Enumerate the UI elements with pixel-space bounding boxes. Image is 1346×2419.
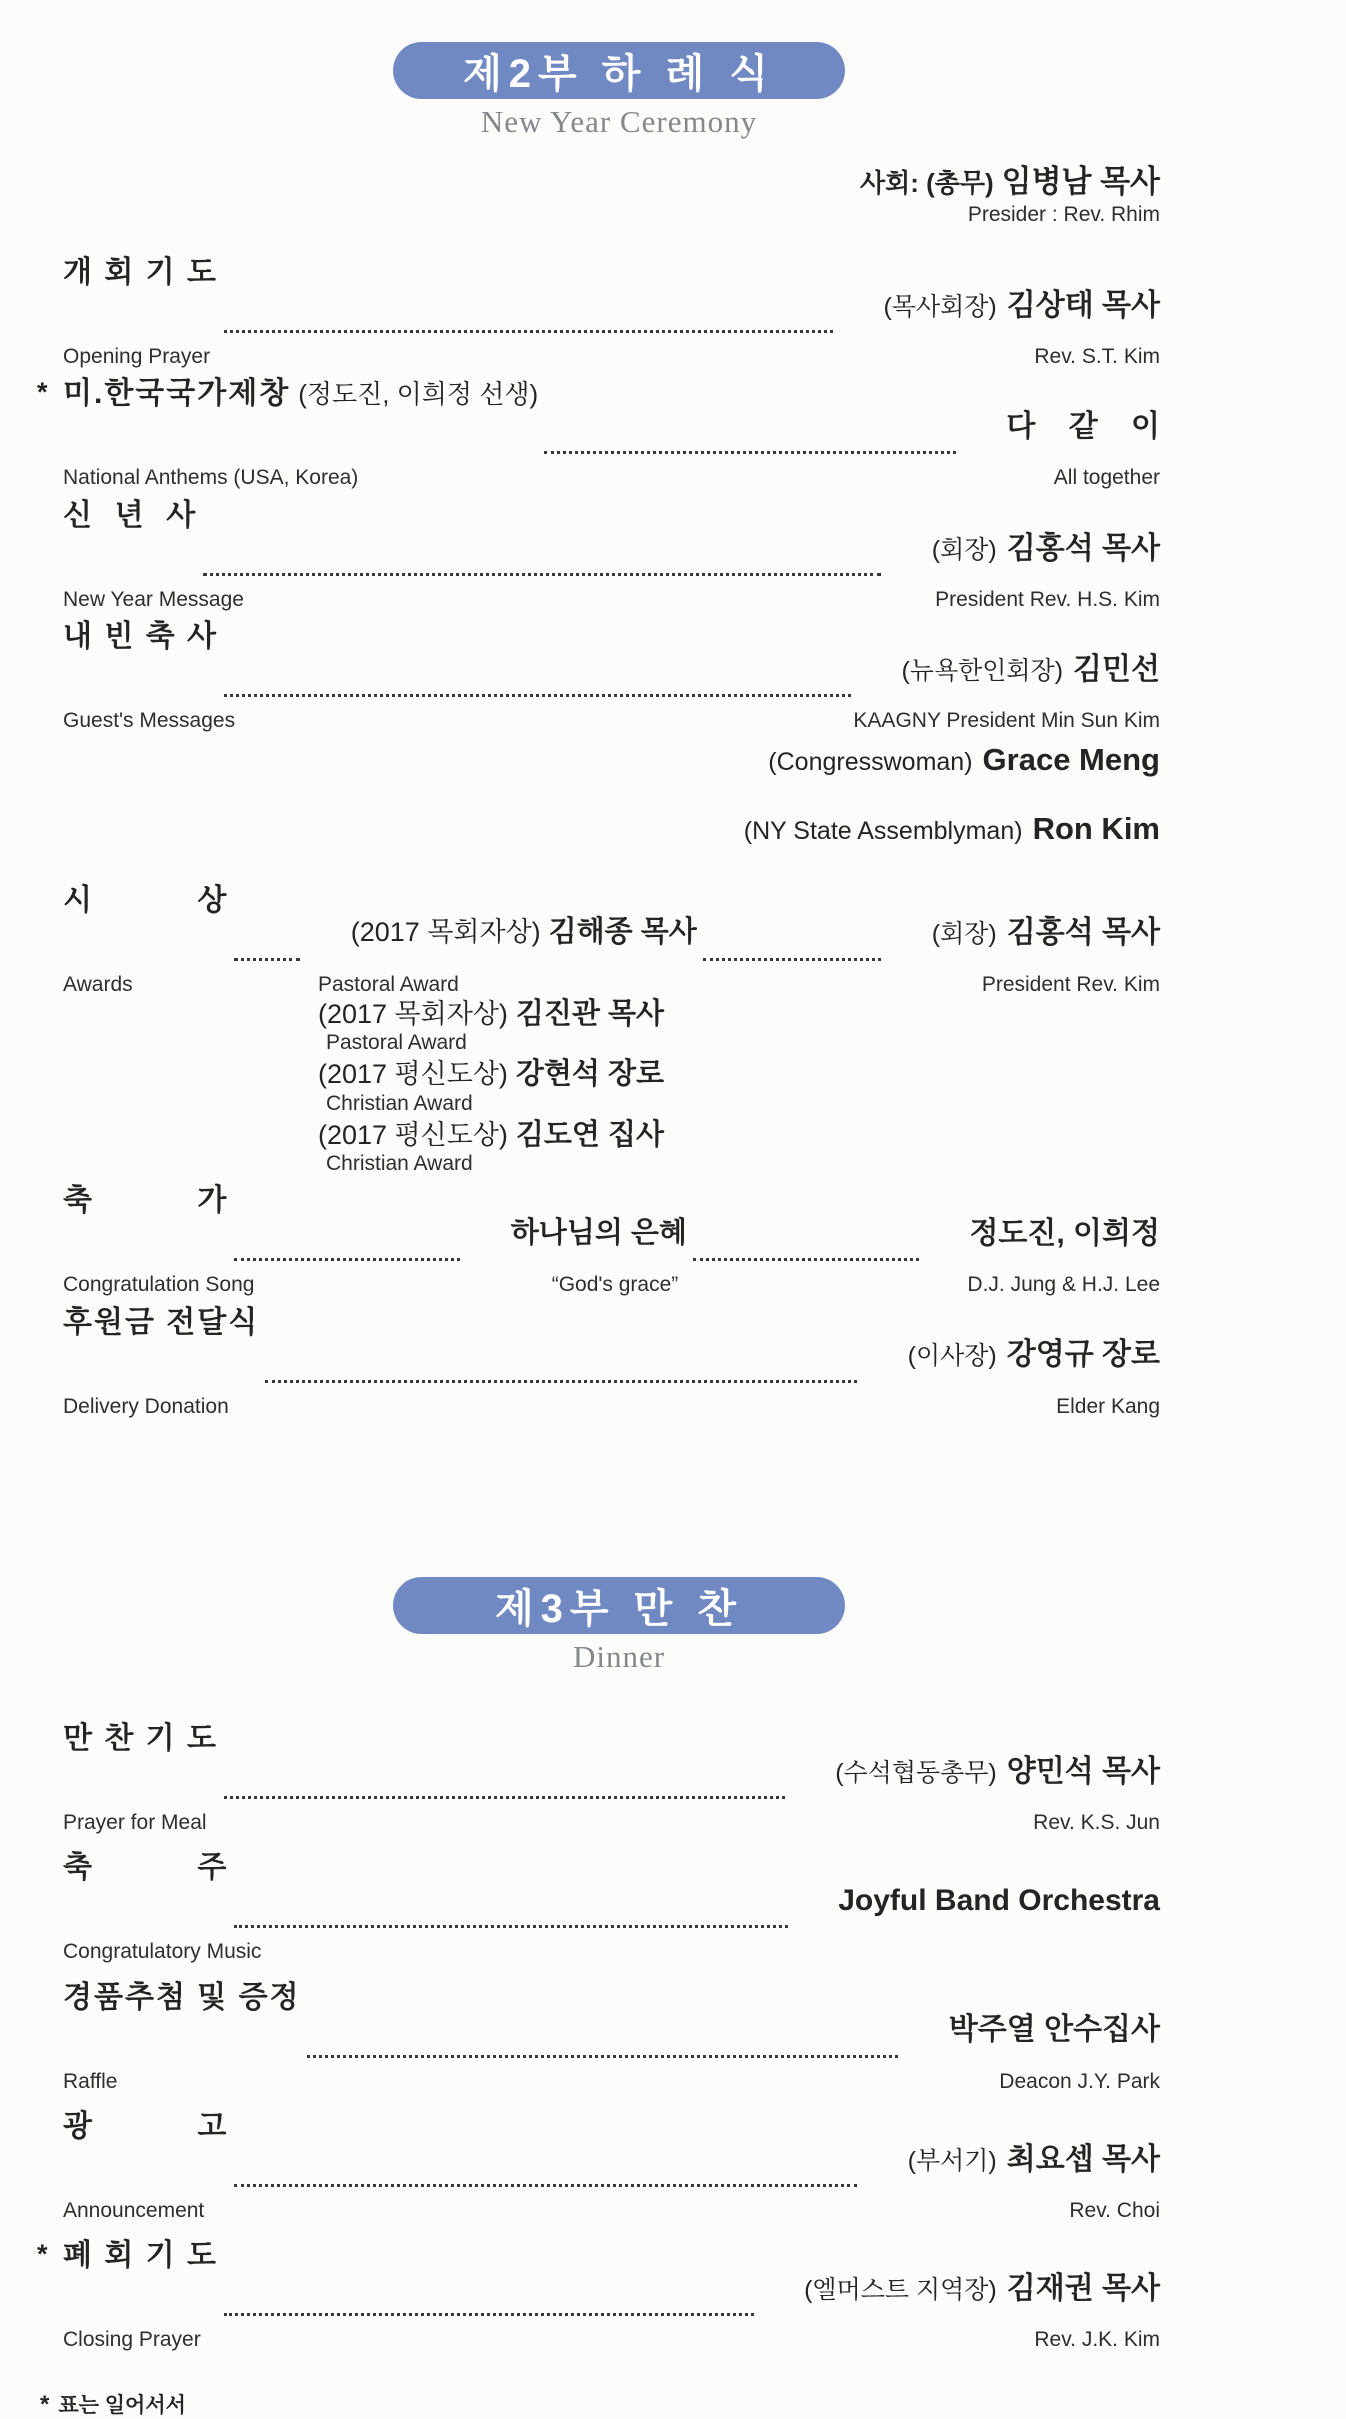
right-name: 박주열 안수집사 [948,2013,1160,2047]
standing-asterisk: * [37,377,48,408]
presider-line-ko [63,156,1160,201]
award-recipient-name: 김해종 목사 [548,916,697,949]
award-title-ko: (2017 목회자상) [318,998,508,1029]
standing-asterisk: * [37,2239,48,2270]
program-row-announcement [63,2109,1160,2223]
song-title-en: “God's grace” [551,1273,679,1297]
item-right [863,2123,1160,2196]
item-title-en: Congratulatory Music [63,1940,262,1964]
program-row-closing-prayer [37,2238,1160,2352]
dotted-leader [307,2055,899,2058]
dotted-leader [703,958,882,961]
award-recipient-1 [306,897,696,969]
item-title-ko-suffix: (정도진, 이희정 선생) [298,379,539,410]
item-title-ko: 경품추첨 및 증정 [63,1980,301,2014]
item-title-en: Congratulation Song [63,1273,255,1297]
item-right [887,512,1160,585]
right-role-prefix: (이사장) [907,1342,997,1371]
part2-program-list [37,255,1160,1419]
right-name-en: President Rev. Kim [981,972,1160,996]
part3-title-pill [393,1577,845,1634]
item-right [794,1864,1160,1937]
right-role-prefix: (회장) [931,920,997,949]
item-title-ko: 시 상 [63,883,229,917]
dotted-leader [544,451,956,454]
right-name-en: Elder Kang [1056,1394,1160,1418]
part3-header [393,1577,845,1675]
item-title-ko: 신 년 사 [63,498,198,532]
right-name: 강영규 장로 [1006,1338,1160,1372]
right-name-en: D.J. Jung & H.J. Lee [967,1273,1160,1297]
guest-role-prefix: (NY State Assemblyman) [743,817,1023,846]
right-role-prefix: (부서기) [907,2146,997,2175]
right-name: 정도진, 이희정 [969,1217,1160,1251]
program-row-awards [63,883,1160,1177]
program-row-congratulation-song [63,1183,1160,1297]
item-right [887,897,1160,970]
song-title-ko: 하나님의 은혜 [510,1217,687,1250]
guest-line-assemblyman [63,812,1160,846]
part2-subtitle-en: New Year Ceremony [480,104,758,139]
program-row-congratulatory-music [63,1850,1160,1964]
award-title-en: Pastoral Award [326,1031,467,1055]
right-name: 김상태 목사 [1006,288,1160,322]
program-row-opening-prayer [63,255,1160,369]
part2-header [393,0,845,140]
right-name: 김홍석 목사 [1006,531,1160,565]
program-row-prayer-for-meal [63,1721,1160,1835]
award-title-ko: (2017 평신도상) [318,1059,508,1090]
item-title-en: Awards [63,972,133,996]
right-name-en: Rev. K.S. Jun [1033,1811,1160,1835]
standing-footnote [40,2389,1160,2419]
item-title-en: New Year Message [63,587,244,611]
item-right [904,1994,1160,2067]
right-name-en: Rev. J.K. Kim [1034,2328,1160,2352]
dotted-leader [265,1380,857,1383]
item-title-ko: 개 회 기 도 [63,256,218,289]
award-recipient-2 [318,998,1160,1031]
guest-name: Ron Kim [1032,811,1160,847]
presider-name: 임병남 목사 [1001,164,1160,199]
item-right [962,390,1160,463]
part2-title-pill [393,42,845,99]
award-recipient-name: 강현석 장로 [515,1058,665,1091]
award-title-en: Pastoral Award [318,972,459,996]
dotted-leader [203,573,881,576]
item-title-ko: 광 고 [63,2109,229,2143]
item-title-ko: 미.한국국가제창 [63,377,291,411]
presider-label: 사회: (총무) [859,168,994,198]
program-row-new-year-message [63,498,1160,612]
item-title-ko: 만 찬 기 도 [63,1721,218,1755]
dotted-leader [224,330,833,333]
right-name: 김민선 [1073,652,1160,686]
item-title-ko: 축 가 [63,1184,229,1218]
program-row-delivery-donation [63,1305,1160,1419]
item-right [791,1735,1160,1808]
right-name-en: Deacon J.Y. Park [999,2069,1160,2093]
award-title-en: Christian Award [326,1091,473,1115]
presider-block [63,156,1160,227]
footnote-text: 표는 일어서서 [58,2393,186,2417]
right-name-en: Rev. S.T. Kim [1034,345,1160,369]
dotted-leader [693,1258,919,1261]
item-title-en: Delivery Donation [63,1394,229,1418]
item-right [857,633,1160,706]
right-name: 양민석 목사 [1006,1754,1160,1788]
right-role-prefix: (회장) [931,535,997,564]
right-name-en: President Rev. H.S. Kim [935,587,1160,611]
item-right [839,269,1160,342]
footnote-asterisk: * [40,2390,50,2418]
award-recipient-name: 김진관 목사 [515,997,665,1030]
right-name-en: KAAGNY President Min Sun Kim [853,709,1160,733]
item-title-en: Closing Prayer [63,2328,201,2352]
item-title-ko: 폐 회 기 도 [63,2239,218,2273]
part3-title-ko: 제3부 만 찬 [494,1586,744,1631]
award-recipient-name: 김도연 집사 [515,1118,665,1151]
award-title-ko: (2017 목회자상) [350,917,541,948]
right-name: 김홍석 목사 [1006,916,1160,950]
item-title-en: Opening Prayer [63,345,211,369]
dotted-leader [224,1796,785,1799]
program-row-raffle [63,1980,1160,2094]
item-title-en: Raffle [63,2069,118,2093]
item-title-en: Guest's Messages [63,709,236,733]
right-name: 김재권 목사 [1006,2272,1160,2306]
award-title-ko: (2017 평신도상) [318,1119,508,1150]
right-name-en: All together [1053,466,1160,490]
item-title-en: Announcement [63,2199,205,2223]
right-name: 최요셉 목사 [1006,2142,1160,2176]
item-title-ko: 후원금 전달식 [63,1305,260,1339]
right-role-prefix: (뉴욕한인회장) [901,656,1064,685]
program-row-guests-messages [63,619,1160,733]
right-role-prefix: (목사회장) [883,292,997,321]
award-recipient-3 [318,1058,1160,1091]
item-right [760,2252,1160,2325]
dotted-leader [234,1258,460,1261]
right-role-prefix: (수석협동총무) [835,1758,997,1787]
program-row-national-anthems [37,376,1160,490]
right-name-en: Rev. Choi [1069,2199,1160,2223]
guest-role-prefix: (Congresswoman) [768,748,973,777]
item-right [863,1319,1160,1392]
presider-line-en: Presider : Rev. Rhim [967,203,1160,226]
right-name: 다 같 이 [1006,410,1160,444]
dotted-leader [234,2184,857,2187]
item-title-ko: 내 빈 축 사 [63,619,218,653]
dotted-leader [224,2313,754,2316]
dotted-leader [224,694,851,697]
part3-program-list [37,1721,1160,2353]
award-recipient-4 [318,1119,1160,1152]
item-title-ko: 축 주 [63,1851,229,1885]
right-role-prefix: (엘머스트 지역장) [804,2276,997,2305]
program-page [37,0,1160,2419]
dotted-leader [234,958,300,961]
award-title-en: Christian Award [326,1152,473,1176]
item-title-en: National Anthems (USA, Korea) [63,466,359,490]
part2-title-ko: 제2부 하 례 식 [463,52,775,96]
guest-line-congresswoman [63,743,1160,777]
item-title-en: Prayer for Meal [63,1811,207,1835]
right-name: Joyful Band Orchestra [838,1884,1160,1918]
part3-subtitle-en: Dinner [572,1638,666,1674]
item-right [925,1197,1160,1270]
dotted-leader [234,1925,787,1928]
guest-name: Grace Meng [982,742,1160,778]
award-recipient-list [63,998,1160,1176]
